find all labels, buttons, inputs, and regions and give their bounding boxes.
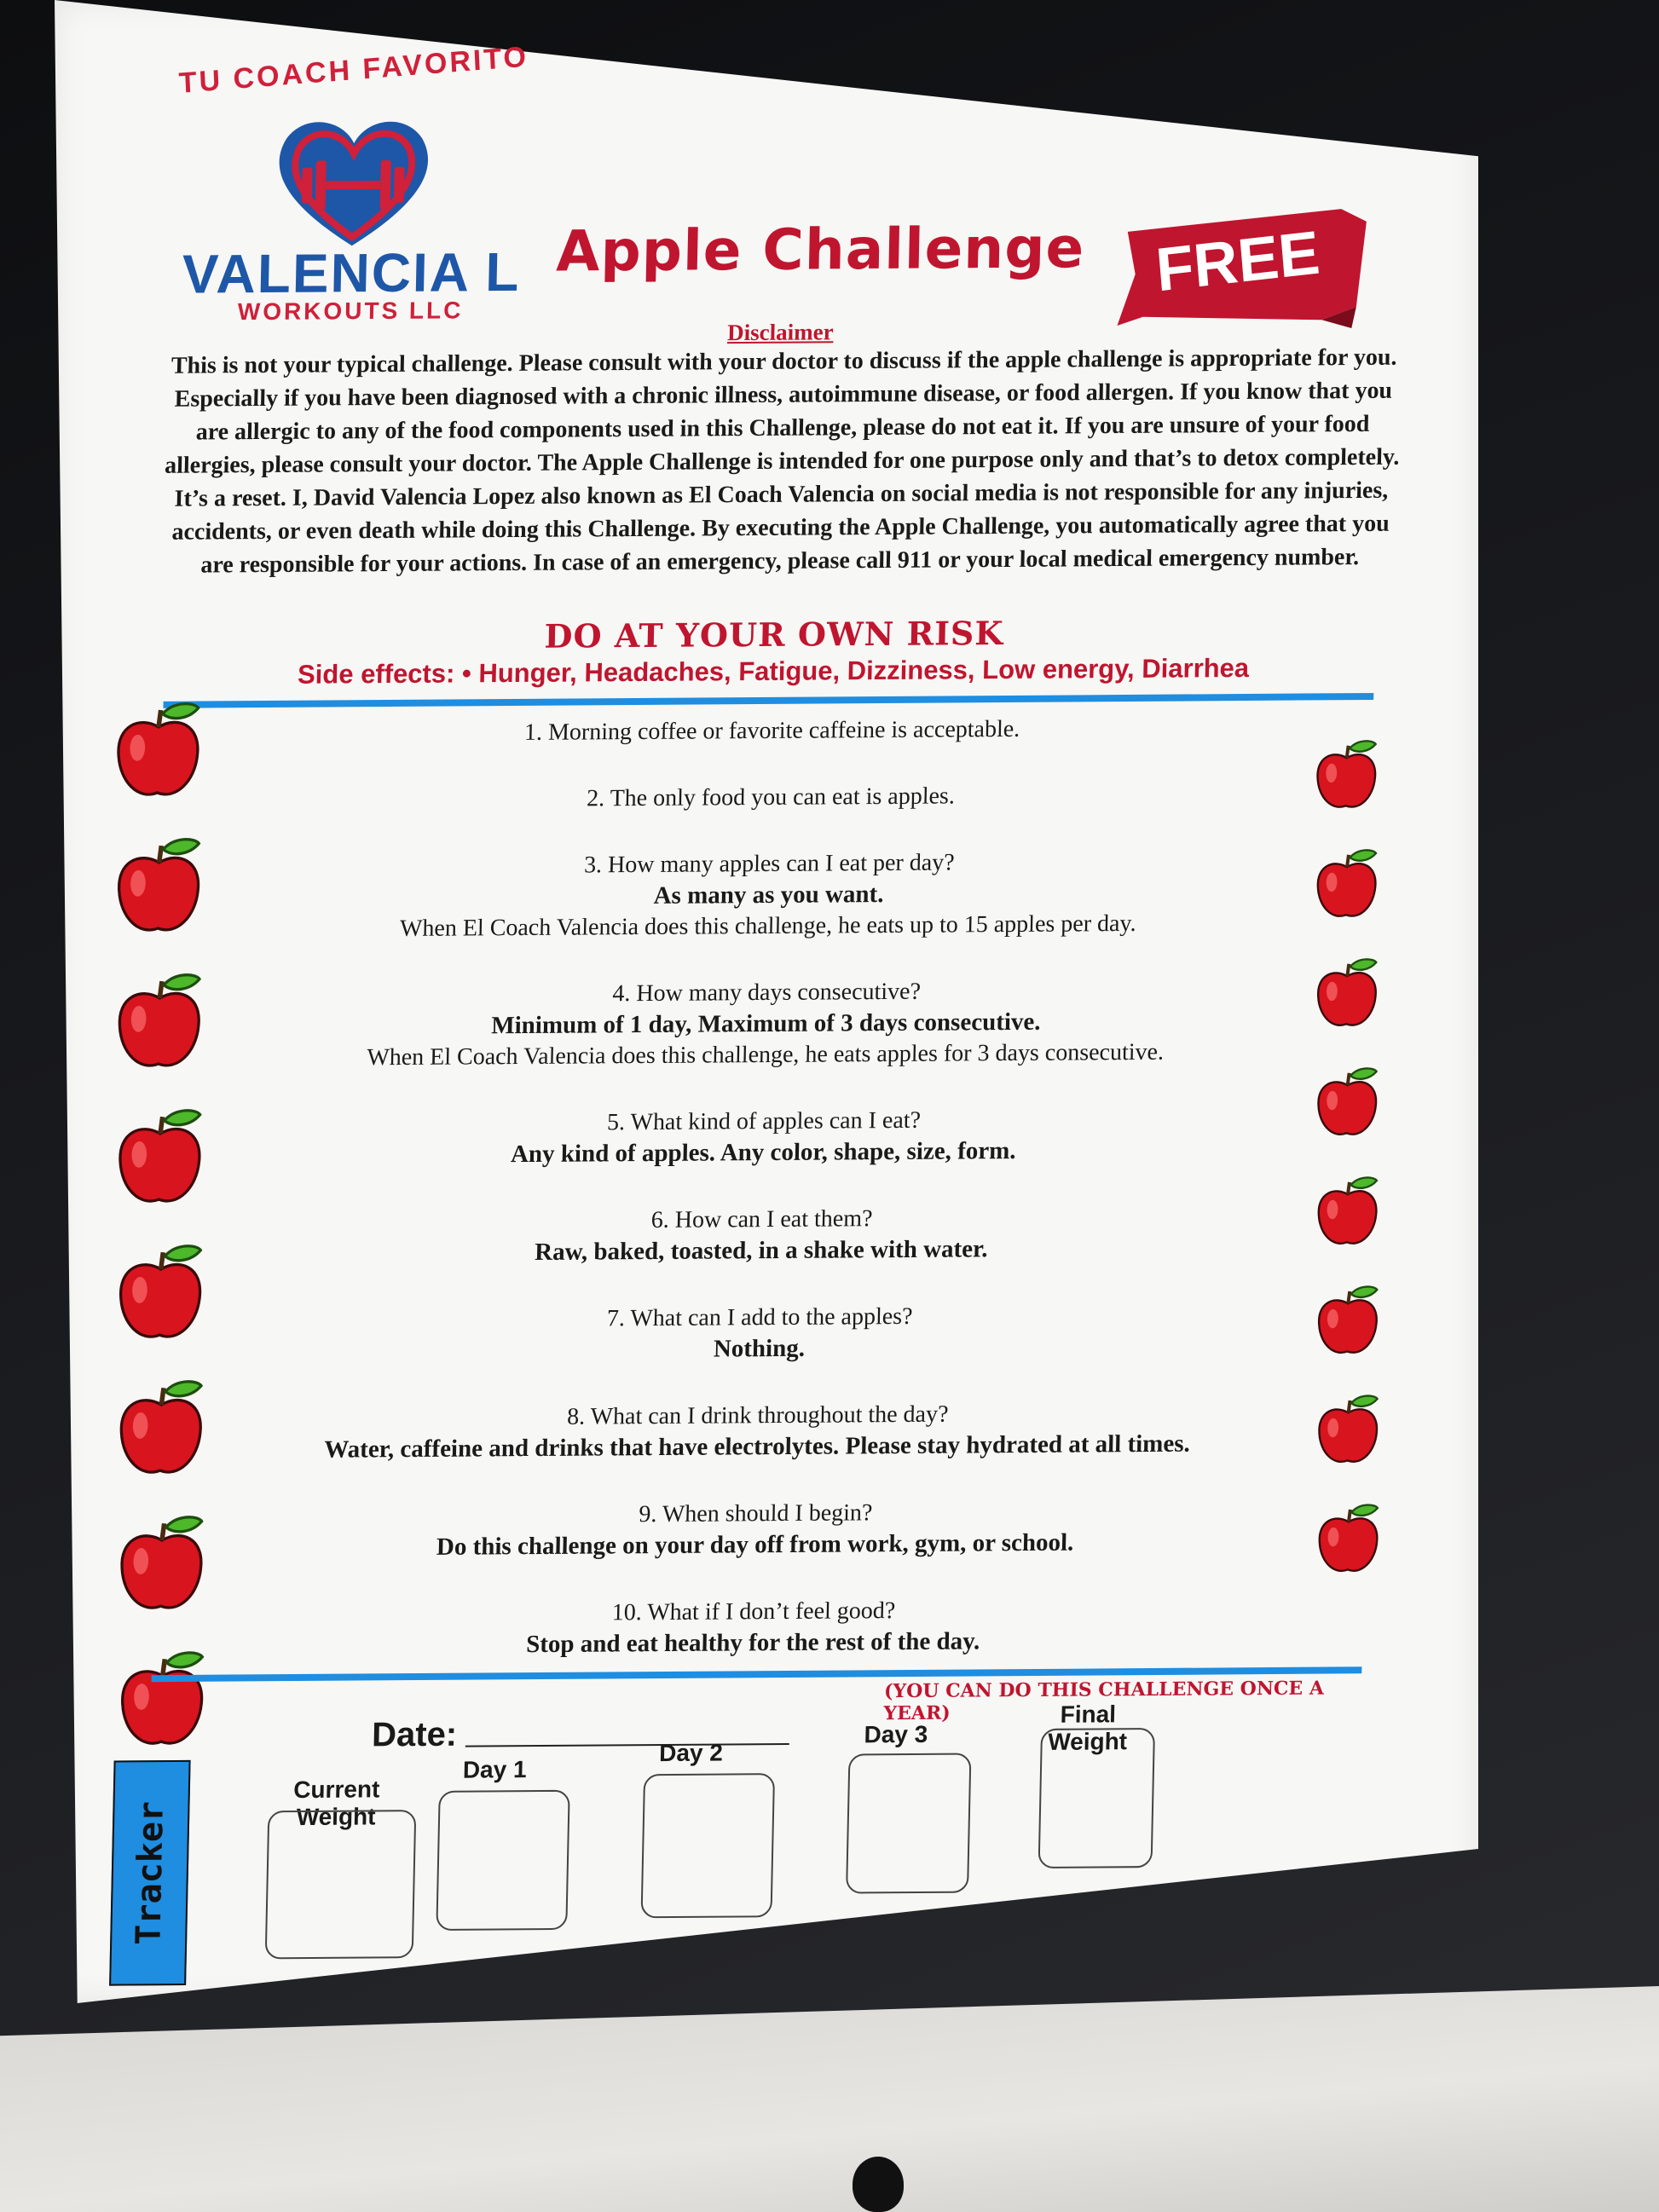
qa-question: 10. What if I don’t feel good? bbox=[611, 1597, 896, 1626]
apple-icon bbox=[113, 1241, 209, 1345]
logo-subname: WORKOUTS LLC bbox=[237, 297, 464, 326]
qa-question: 6. How can I eat them? bbox=[650, 1205, 873, 1234]
qa-item bbox=[223, 974, 1308, 1075]
qa-item bbox=[211, 1593, 1295, 1663]
heart-dumbbell-logo-icon bbox=[267, 108, 441, 254]
date-label: Date: bbox=[371, 1715, 458, 1754]
box-label-day-1: Day 1 bbox=[462, 1756, 527, 1783]
page-title: Apple Challenge bbox=[555, 215, 1086, 285]
qa-item bbox=[216, 1397, 1299, 1467]
tracker-label: Tracker bbox=[129, 1800, 171, 1945]
brand-logo bbox=[171, 36, 535, 326]
qa-answer: Do this challenge on your day off from work, gym, or school. bbox=[436, 1528, 1074, 1561]
apple-icon bbox=[111, 835, 207, 939]
apple-icon bbox=[1312, 846, 1382, 922]
apple-icon bbox=[112, 1106, 208, 1210]
qa-note: When El Coach Valencia does this challenge, he eats apples for 3 days consecutive. bbox=[367, 1038, 1165, 1071]
side-effects: Side effects: • Hunger, Headaches, Fatigue, Dizziness, Low energy, Diarrhea bbox=[297, 652, 1250, 690]
qa-question: 7. What can I add to the apples? bbox=[606, 1302, 913, 1332]
day-3-box bbox=[846, 1753, 971, 1894]
qa-question: 5. What kind of apples can I eat? bbox=[606, 1106, 922, 1136]
apple-icon bbox=[114, 1648, 211, 1752]
apple-icon bbox=[1313, 1392, 1383, 1468]
qa-answer: Raw, baked, toasted, in a shake with water. bbox=[534, 1235, 988, 1266]
qa-question: 4. How many days consecutive? bbox=[612, 978, 922, 1008]
once-a-year-note: (YOU CAN DO THIS CHALLENGE ONCE A YEAR) bbox=[883, 1677, 1325, 1725]
current-weight-box bbox=[265, 1810, 417, 1959]
qa-item bbox=[217, 1299, 1301, 1369]
challenge-document bbox=[34, 0, 1500, 2008]
disclaimer-text: This is not your typical challenge. Please consult with your doctor to discuss if the apple challenge is appropriate for you. Especially if you have been diagnosed with a chronic illness, autoimmune disease, or food allergen. If you know that you are allergic to any of the food components used in this Challenge, please do not eat it. If you are unsure of your food allergies, please consult your doctor. The Apple Challenge is intended for one purpose only and that’s to detox completely. It’s a reset. I, David Valencia Lopez also known as El Coach Valencia on social media is not responsible for any injuries, accidents, or even death while doing this Challenge. By executing the Apple Challenge, you automatically agree that you are responsible for your actions. In case of an emergency, please call 911 or your local medical emergency number. bbox=[164, 344, 1400, 579]
qa-answer: Any kind of apples. Any color, shape, size, form. bbox=[510, 1136, 1016, 1169]
qa-question: 1. Morning coffee or favorite caffeine is acceptable. bbox=[523, 715, 1020, 746]
apple-column-right bbox=[1295, 737, 1398, 1611]
qa-item bbox=[220, 1201, 1304, 1271]
apple-icon bbox=[1312, 956, 1382, 1031]
qa-question: 9. When should I begin? bbox=[639, 1499, 873, 1528]
apple-icon bbox=[1311, 737, 1381, 813]
qa-item bbox=[213, 1495, 1297, 1565]
qa-question: 2. The only food you can eat is apples. bbox=[586, 783, 956, 812]
qa-note: When El Coach Valencia does this challenge, he eats up to 15 apples per day. bbox=[399, 910, 1137, 942]
qa-list bbox=[211, 712, 1314, 1698]
qa-answer: Stop and eat healthy for the rest of the day. bbox=[525, 1627, 980, 1659]
apple-column-left bbox=[90, 698, 223, 1783]
apple-icon bbox=[1314, 1501, 1384, 1577]
qa-answer: Minimum of 1 day, Maximum of 3 days consecutive. bbox=[490, 1008, 1041, 1040]
qa-item bbox=[229, 778, 1312, 817]
apple-icon bbox=[112, 970, 208, 1074]
apple-icon bbox=[1313, 1283, 1383, 1359]
logo-tagline: TU COACH FAVORITO bbox=[177, 40, 529, 100]
day-2-box bbox=[641, 1773, 776, 1918]
qa-item bbox=[230, 712, 1313, 750]
apple-icon bbox=[113, 1377, 210, 1481]
box-label-day-3: Day 3 bbox=[864, 1720, 928, 1748]
apple-icon bbox=[1312, 1065, 1382, 1141]
day-1-box bbox=[436, 1790, 569, 1931]
qa-answer: Water, caffeine and drinks that have electrolytes. Please stay hydrated at all times. bbox=[324, 1429, 1191, 1464]
disclaimer-heading: Disclaimer bbox=[726, 319, 834, 346]
qa-answer: Nothing. bbox=[713, 1334, 806, 1363]
box-label-final-weight: Final Weight bbox=[1047, 1701, 1128, 1755]
risk-warning: DO AT YOUR OWN RISK bbox=[544, 613, 1004, 656]
apple-icon bbox=[1313, 1174, 1383, 1250]
final-weight-box bbox=[1038, 1728, 1155, 1868]
free-badge: FREE bbox=[1153, 218, 1323, 305]
qa-item bbox=[222, 1103, 1305, 1173]
box-label-day-2: Day 2 bbox=[658, 1739, 724, 1767]
monitor-logo-icon bbox=[853, 2157, 904, 2212]
divider-top bbox=[163, 693, 1373, 708]
apple-icon bbox=[110, 699, 206, 803]
apple-icon bbox=[113, 1512, 210, 1616]
logo-name: VALENCIA L bbox=[181, 240, 522, 305]
box-label-current-weight: Current Weight bbox=[292, 1776, 380, 1831]
qa-answer: As many as you want. bbox=[653, 881, 884, 910]
qa-item bbox=[227, 845, 1311, 945]
tracker-tab bbox=[109, 1760, 191, 1986]
qa-question: 3. How many apples can I eat per day? bbox=[583, 849, 955, 879]
qa-question: 8. What can I drink throughout the day? bbox=[566, 1401, 949, 1430]
